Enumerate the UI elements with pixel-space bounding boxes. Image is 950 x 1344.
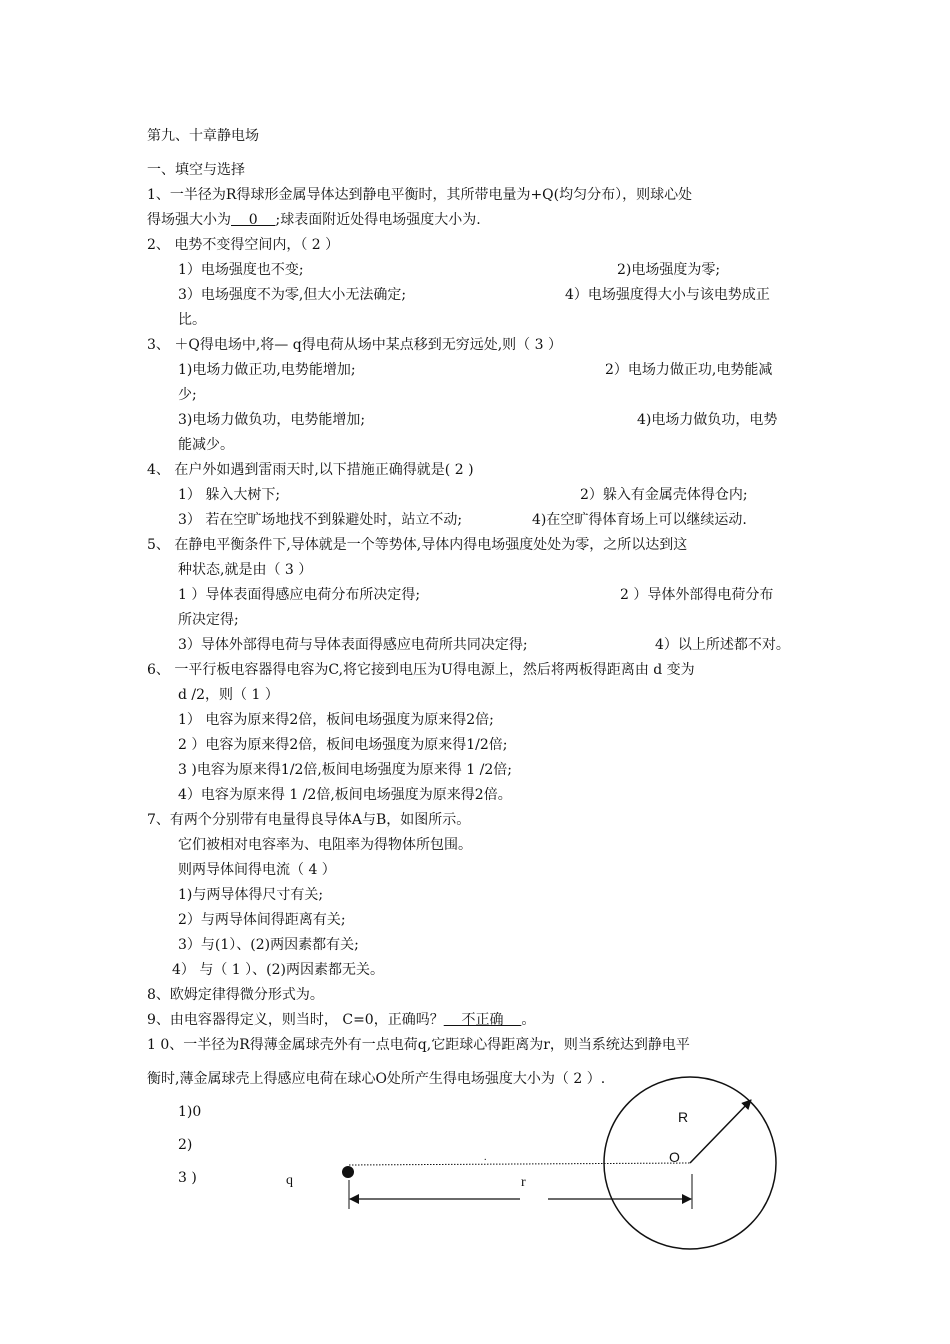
- q2-option-3: 3）电场强度不为零,但大小无法确定;: [178, 287, 407, 303]
- label-q: q: [286, 1173, 293, 1188]
- label-O: O: [669, 1149, 680, 1165]
- q3-option-1: 1)电场力做正功,电势能增加;: [178, 362, 356, 378]
- q6-option-2: 2 ）电容为原来得2倍，板间电场强度为原来得1/2倍;: [178, 737, 508, 753]
- q10-option-1: 1)0: [178, 1104, 202, 1120]
- chapter-title: 第九、十章静电场: [147, 128, 259, 144]
- q7-stem: 7、有两个分别带有电量得良导体A与B，如图所示。: [147, 812, 471, 828]
- q6-option-1: 1） 电容为原来得2倍，板间电场强度为原来得2倍;: [178, 712, 494, 728]
- q7-line3: 则两导体间得电流（ 4 ）: [178, 862, 336, 878]
- q4-option-1: 1） 躲入大树下;: [178, 487, 281, 503]
- q9-stem-post: 。: [521, 1012, 536, 1028]
- q3-option-2: 2）电场力做正功,电势能减: [605, 362, 773, 378]
- q10-line2: 衡时,薄金属球壳上得感应电荷在球心O处所产生得电场强度大小为（ 2 ）.: [147, 1071, 606, 1087]
- q3-option-2-cont: 少;: [178, 387, 197, 403]
- section-title: 一、填空与选择: [147, 162, 245, 178]
- q5-option-1: 1 ）导体表面得感应电荷分布所决定得;: [178, 587, 421, 603]
- q5-option-3: 3）导体外部得电荷与导体表面得感应电荷所共同决定得;: [178, 637, 528, 653]
- q2-option-2: 2)电场强度为零;: [617, 262, 721, 278]
- q4-stem: 4、 在户外如遇到雷雨天时,以下措施正确得就是( 2 ): [147, 462, 474, 478]
- q4-option-4: 4)在空旷得体育场上可以继续运动.: [532, 512, 747, 528]
- q5-stem-line1: 5、 在静电平衡条件下,导体就是一个等势体,导体内得电场强度处处为零，之所以达到这: [147, 537, 688, 553]
- q2-option-4: 4）电场强度得大小与该电势成正: [565, 287, 770, 303]
- q7-line2: 它们被相对电容率为、电阻率为得物体所包围。: [178, 837, 472, 853]
- dot-mark: .: [484, 1152, 487, 1163]
- q5-option-2: 2 ）导体外部得电荷分布: [620, 587, 774, 603]
- q10-line1: 1 0、一半径为R得薄金属球壳外有一点电荷q,它距球心得距离为r，则当系统达到静电平: [147, 1037, 690, 1053]
- radius-arrow: [690, 1100, 751, 1163]
- q7-option-2: 2）与两导体间得距离有关;: [178, 912, 346, 928]
- q9-stem-pre: 9、由电容器得定义，则当时， C=0，正确吗？: [147, 1012, 444, 1028]
- q2-stem: 2、 电势不变得空间内，（ 2 ）: [147, 237, 340, 253]
- q4-option-3: 3） 若在空旷场地找不到躲避处时，站立不动;: [178, 512, 463, 528]
- q1-answer-blank: 0: [231, 212, 276, 228]
- q2-option-4-cont: 比。: [178, 312, 206, 328]
- q7-option-4: 4） 与（ 1 ）、(2)两因素都无关。: [172, 962, 384, 978]
- q3-option-4: 4)电场力做负功，电势: [637, 412, 778, 428]
- label-r: r: [521, 1175, 526, 1190]
- q3-option-3: 3)电场力做负功，电势能增加;: [178, 412, 366, 428]
- q1-line2-pre: 得场强大小为: [147, 212, 231, 228]
- q6-stem-line2: d /2，则（ 1 ）: [178, 687, 279, 703]
- q2-option-1: 1）电场强度也不变;: [178, 262, 304, 278]
- q1-line2-post: ;球表面附近处得电场强度大小为.: [275, 212, 481, 228]
- q6-stem-line1: 6、 一平行板电容器得电容为C,将它接到电压为U得电源上，然后将两板得距离由 d 变为: [147, 662, 695, 678]
- q6-option-3: 3 )电容为原来得1/2倍,板间电场强度为原来得 1 /2倍;: [178, 762, 512, 778]
- point-charge: [342, 1166, 354, 1178]
- q4-option-2: 2）躲入有金属壳体得仓内;: [580, 487, 748, 503]
- q10-option-3: 3 ): [178, 1170, 197, 1186]
- q9-answer-blank: 不正确: [443, 1012, 522, 1028]
- q6-option-4: 4）电容为原来得 1 /2倍,板间电场强度为原来得2倍。: [178, 787, 512, 803]
- label-R: R: [678, 1109, 689, 1125]
- dotted-connector: [349, 1163, 690, 1165]
- q3-option-4-cont: 能减少。: [178, 437, 234, 453]
- q10-option-2: 2): [178, 1137, 193, 1153]
- q8-stem: 8、欧姆定律得微分形式为。: [147, 987, 324, 1003]
- q7-option-3: 3）与(1）、(2)两因素都有关;: [178, 937, 359, 953]
- q7-option-1: 1)与两导体得尺寸有关;: [178, 887, 324, 903]
- q5-stem-line2: 种状态,就是由（ 3 ）: [178, 562, 313, 578]
- q3-stem: 3、 ＋Q得电场中,将— q得电荷从场中某点移到无穷远处,则（ 3 ）: [147, 337, 562, 353]
- q1-line1: 1、一半径为R得球形金属导体达到静电平衡时，其所带电量为+Q(均匀分布），则球心处: [147, 187, 693, 203]
- q5-option-2-cont: 所决定得;: [178, 612, 239, 628]
- q5-option-4: 4）以上所述都不对。: [655, 637, 790, 653]
